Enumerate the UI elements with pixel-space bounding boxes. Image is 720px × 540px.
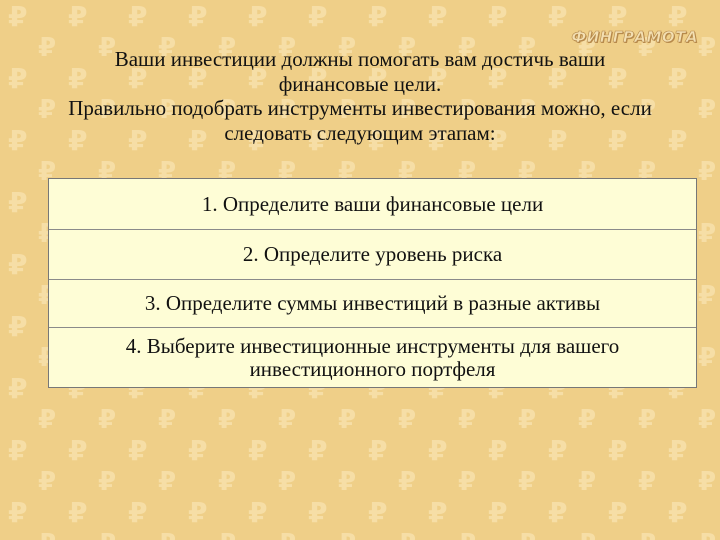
step-2: 2. Определите уровень риска [49,230,696,280]
step-1: 1. Определите ваши финансовые цели [49,179,696,230]
intro-paragraph-2: Правильно подобрать инструменты инвестирования можно, если следовать следующим этапам: [68,96,652,145]
intro-paragraph-1: Ваши инвестиции должны помогать вам достичь ваши финансовые цели. [114,47,606,96]
intro-text [60,47,660,145]
fingramota-logo: ФИНГРАМОТА [571,28,698,46]
step-3: 3. Определите суммы инвестиций в разные активы [49,280,696,328]
step-4: 4. Выберите инвестиционные инструменты для вашего инвестиционного портфеля [49,328,696,387]
steps-table [48,178,697,388]
